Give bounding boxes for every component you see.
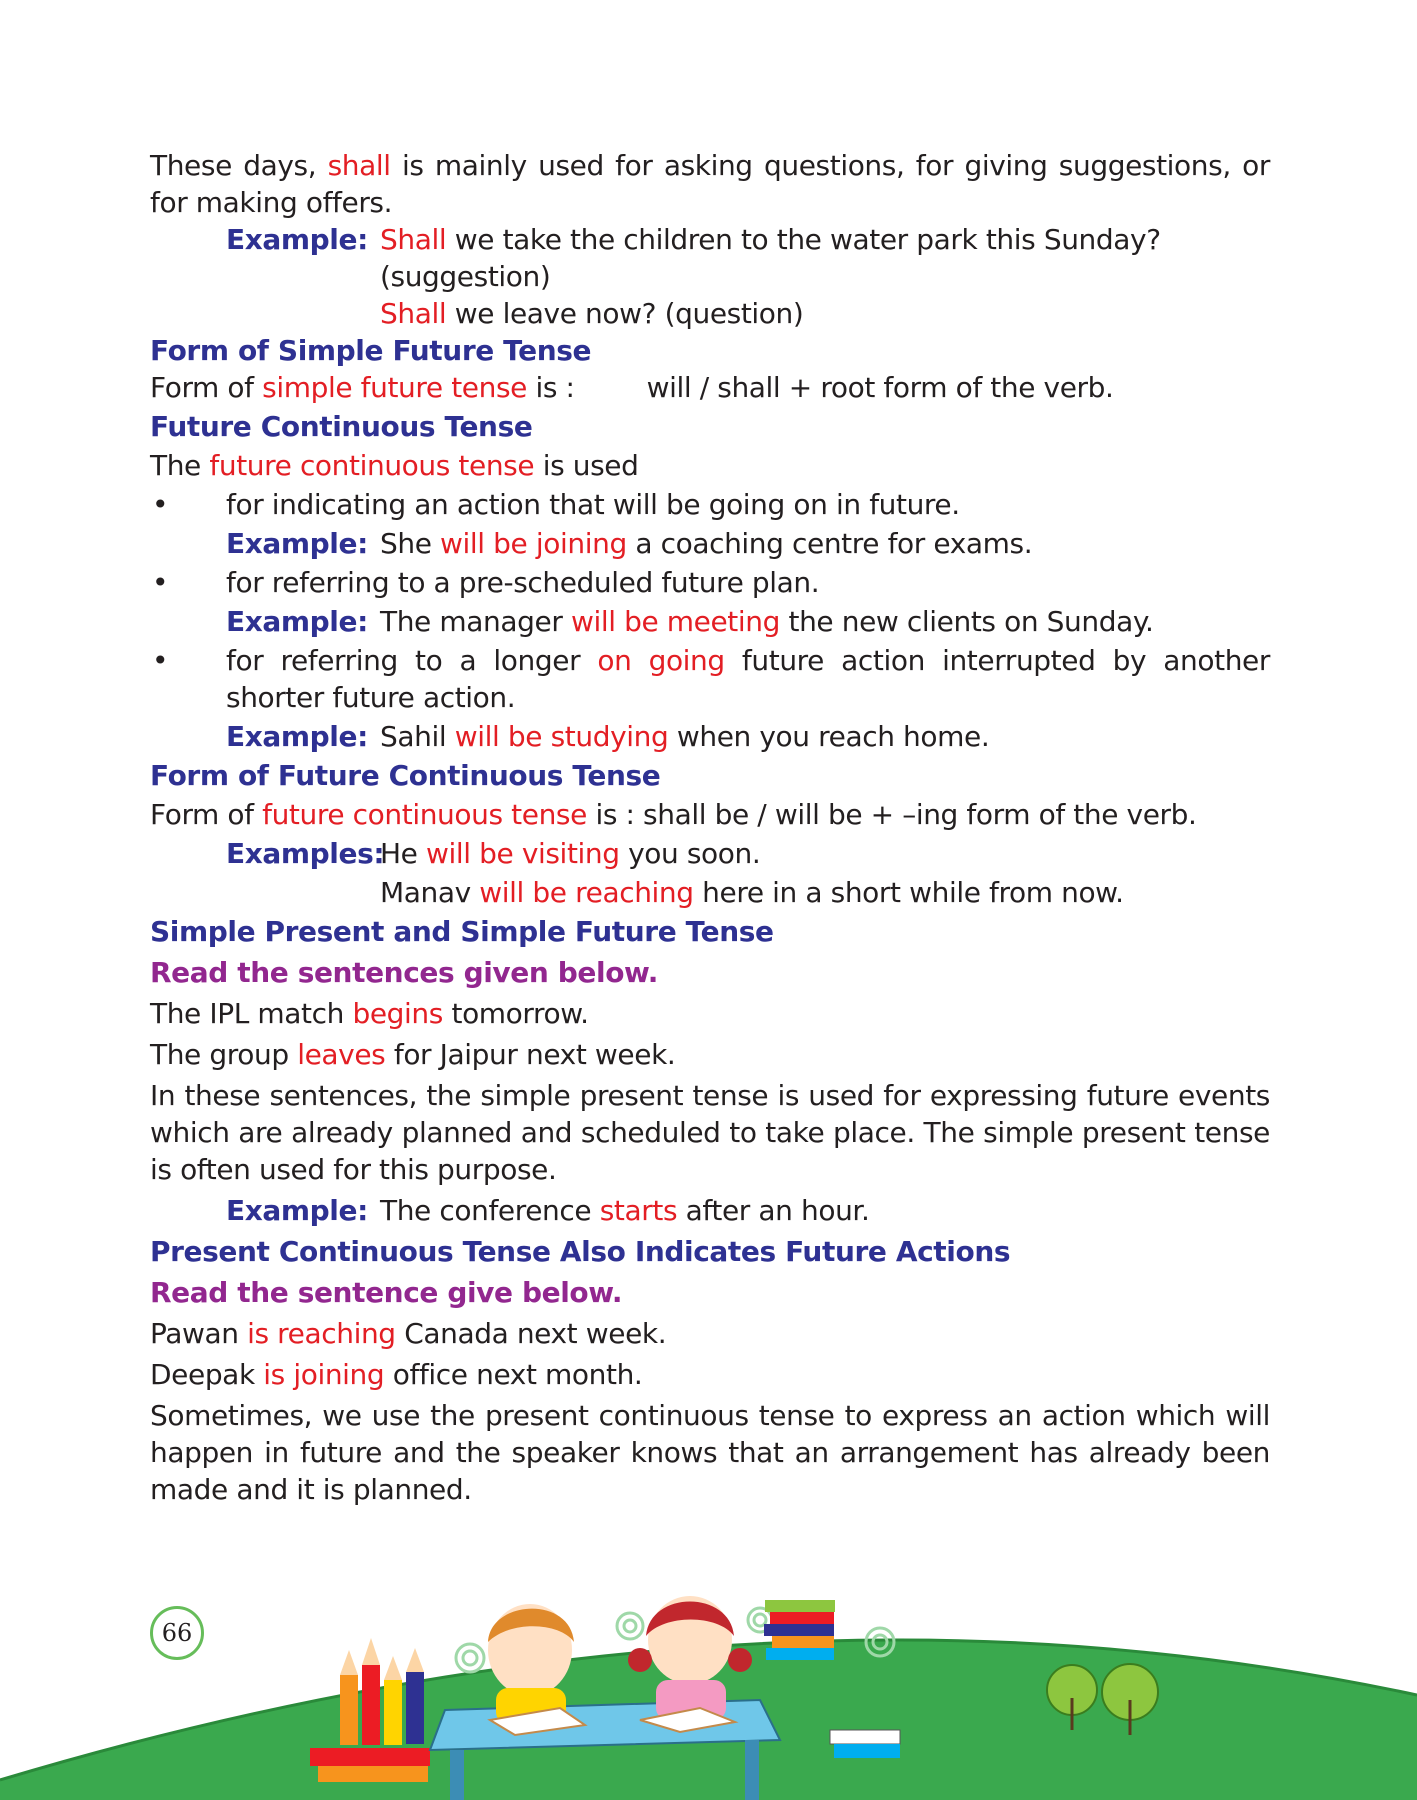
- example-text: [380, 1192, 1270, 1229]
- text-run: Sahil: [380, 720, 455, 753]
- text-run: we leave now? (question): [446, 297, 804, 330]
- text-run: here in a short while from now.: [693, 876, 1124, 909]
- bullet-text: [226, 564, 1270, 601]
- example-label: Example:: [226, 605, 368, 638]
- text-run: is : shall be / will be + –ing form of the verb.: [586, 798, 1197, 831]
- example-row: [150, 295, 1270, 332]
- example-text: [380, 835, 1270, 872]
- form-term: simple future tense: [262, 371, 527, 404]
- example-row: [150, 603, 1270, 640]
- bullet-list: [150, 486, 1270, 755]
- highlighted-term: will be reaching: [479, 876, 694, 909]
- text-run: The conference: [380, 1194, 600, 1227]
- text-run: The manager: [380, 605, 571, 638]
- section-intro: [150, 447, 1270, 484]
- text-run: office next month.: [384, 1358, 643, 1391]
- example-label-spacer: [150, 874, 380, 911]
- text-run: These days,: [150, 149, 328, 182]
- bullet-text: [226, 642, 1270, 716]
- section-heading: Future Continuous Tense: [150, 410, 533, 443]
- text-run: Pawan: [150, 1317, 248, 1350]
- section-heading: Simple Present and Simple Future Tense: [150, 915, 774, 948]
- example-text: [380, 295, 1270, 332]
- text-run: for Jaipur next week.: [385, 1038, 676, 1071]
- text-run: He: [380, 837, 426, 870]
- highlighted-term: leaves: [297, 1038, 386, 1071]
- example-label: Example:: [226, 720, 368, 753]
- text-run: Canada next week.: [395, 1317, 667, 1350]
- text-run: She: [380, 527, 441, 560]
- text-run: for referring to a pre-scheduled future plan.: [226, 566, 820, 599]
- explanation-paragraph: In these sentences, the simple present tense is used for expressing future events which are already planned and scheduled to take place. The simple present tense is often used for this purpose.: [150, 1079, 1270, 1186]
- intro-term: future continuous tense: [209, 449, 535, 482]
- intro-prefix: The: [150, 449, 210, 482]
- highlighted-term: is reaching: [247, 1317, 396, 1350]
- example-text: [380, 221, 1270, 295]
- text-run: future action interrupted by another shorter future action.: [226, 644, 1270, 714]
- text-run: is mainly used for asking questions, for giving suggestions, or for making offers.: [150, 149, 1270, 219]
- highlighted-term: will be joining: [440, 527, 627, 560]
- text-run: we take the children to the water park this Sunday? (suggestion): [380, 223, 1161, 293]
- example-row: [150, 835, 1270, 872]
- highlighted-term: is joining: [263, 1358, 385, 1391]
- text-run: you soon.: [619, 837, 761, 870]
- example-text: [380, 603, 1270, 640]
- instruction: Read the sentence give below.: [150, 1276, 623, 1309]
- bullet-icon: •: [152, 644, 169, 677]
- page-content: [150, 147, 1270, 1508]
- bullet-item: [150, 564, 1270, 601]
- text-run: for indicating an action that will be going on in future.: [226, 488, 960, 521]
- bullet-item: [150, 486, 1270, 523]
- page-number: 66: [150, 1606, 204, 1660]
- bullet-text: [226, 486, 1270, 523]
- highlighted-term: shall: [327, 149, 391, 182]
- form-suffix: is :: [526, 371, 575, 404]
- highlighted-term: will be visiting: [425, 837, 620, 870]
- bullet-item: [150, 642, 1270, 716]
- explanation-paragraph: Sometimes, we use the present continuous tense to express an action which will happen in future and the speaker knows that an arrangement has already been made and it is planned.: [150, 1399, 1270, 1506]
- highlighted-term: begins: [352, 997, 443, 1030]
- sentence: [150, 1356, 1270, 1393]
- highlighted-term: Shall: [380, 297, 447, 330]
- example-row: [150, 525, 1270, 562]
- example-row: [150, 874, 1270, 911]
- intro-paragraph: [150, 147, 1270, 221]
- text-run: when you reach home.: [668, 720, 990, 753]
- text-run: The group: [150, 1038, 298, 1071]
- section-heading: Form of Simple Future Tense: [150, 334, 592, 367]
- sentence: [150, 1036, 1270, 1073]
- example-text: [380, 718, 1270, 755]
- highlighted-term: Shall: [380, 223, 447, 256]
- highlighted-term: will be studying: [454, 720, 669, 753]
- sentence: [150, 1315, 1270, 1352]
- bullet-icon: •: [152, 566, 169, 599]
- form-line: [150, 369, 1270, 406]
- text-run: Deepak: [150, 1358, 264, 1391]
- bullet-icon: •: [152, 488, 169, 521]
- example-row: [150, 718, 1270, 755]
- highlighted-term: starts: [599, 1194, 678, 1227]
- sentence: [150, 995, 1270, 1032]
- text-run: after an hour.: [677, 1194, 870, 1227]
- example-label: Example:: [226, 527, 368, 560]
- examples-label: Examples:: [226, 837, 385, 870]
- highlighted-term: will be meeting: [570, 605, 780, 638]
- text-run: the new clients on Sunday.: [779, 605, 1154, 638]
- text-run: The IPL match: [150, 997, 353, 1030]
- form-line: [150, 796, 1270, 833]
- highlighted-term: future continuous tense: [262, 798, 587, 831]
- text-run: Form of: [150, 798, 263, 831]
- example-label-spacer: [150, 295, 380, 332]
- section-heading: Form of Future Continuous Tense: [150, 759, 661, 792]
- children-reading-illustration: [0, 1580, 1417, 1800]
- text-run: for referring to a longer: [226, 644, 598, 677]
- example-label: Example:: [226, 223, 368, 256]
- text-run: tomorrow.: [442, 997, 589, 1030]
- text-run: a coaching centre for exams.: [626, 527, 1033, 560]
- instruction: Read the sentences given below.: [150, 956, 658, 989]
- text-run: Manav: [380, 876, 480, 909]
- form-formula: will / shall + root form of the verb.: [646, 371, 1114, 404]
- example-label: Example:: [226, 1194, 368, 1227]
- highlighted-term: on going: [597, 644, 725, 677]
- example-text: [380, 525, 1270, 562]
- section-heading: Present Continuous Tense Also Indicates Future Actions: [150, 1235, 1011, 1268]
- form-prefix: Form of: [150, 371, 263, 404]
- example-row: [150, 1192, 1270, 1229]
- example-text: [380, 874, 1270, 911]
- intro-suffix: is used: [534, 449, 639, 482]
- example-row: [150, 221, 1270, 295]
